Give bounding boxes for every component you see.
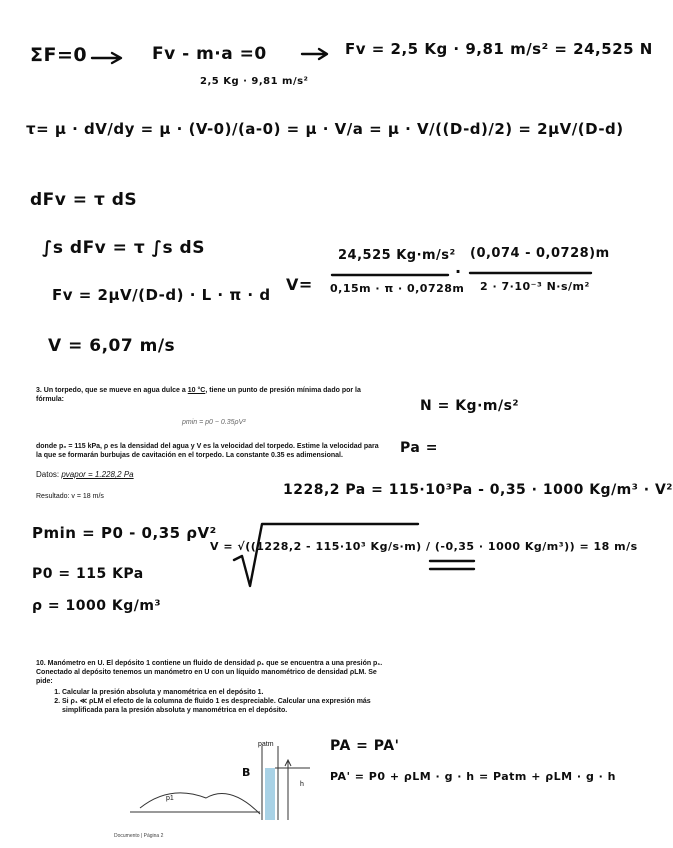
- hw-pascal-def: Pa =: [400, 440, 438, 456]
- problem3-title: 3. Un torpedo, que se mueve en agua dulce a 10 °C, tiene un punto de presión mínima dado por la fórmula:: [36, 387, 361, 403]
- problem10-items: [48, 688, 386, 715]
- diagram-b-label: B: [242, 766, 251, 779]
- hw-pa-equal: PA = PA': [330, 738, 400, 754]
- hw-tau-derivation: τ= μ · dV/dy = μ · (V-0)/(a-0) = μ · V/a = μ · V/((D-d)/2) = 2μV/(D-d): [26, 120, 624, 138]
- hw-dot: ·: [455, 262, 462, 281]
- diagram-patm-label: patm: [258, 741, 274, 748]
- hw-main-equation: 1228,2 Pa = 115·10³Pa - 0,35 · 1000 Kg/m³ · V²: [283, 482, 673, 498]
- arrow-right-icon: [300, 48, 330, 60]
- hw-pmin: Pmin = P0 - 0,35 ρV²: [32, 524, 217, 542]
- problem10-item-2: 2. Si ρ₁ ≪ ρLM el efecto de la columna de fluido 1 es despreciable. Calcular una expresión más simplificada para la presión absoluta y manométrica en el depósito.: [62, 697, 386, 715]
- hw-pa-expression: PA' = P0 + ρLM · g · h = Patm + ρLM · g · h: [330, 770, 616, 783]
- sqrt-sign: [232, 520, 422, 590]
- hw-fv-result: Fv = 2,5 Kg · 9,81 m/s² = 24,525 N: [345, 40, 653, 58]
- diagram-h-label: h: [300, 781, 304, 788]
- page-footer: Documento | Página 2: [114, 833, 164, 839]
- problem3-description: donde p₀ = 115 kPa, ρ es la densidad del agua y V es la velocidad del torpedo. Estime la velocidad para la que se formarán burbujas de cavitación en el torpedo. La constante 0.35 es adimensional.: [36, 443, 379, 459]
- hw-rho: ρ = 1000 Kg/m³: [32, 598, 162, 614]
- hw-v-equals: V=: [286, 275, 313, 294]
- hw-v-sqrt: V = √((1228,2 - 115·10³ Kg/s·m) / (-0,35 · 1000 Kg/m³)) = 18 m/s: [210, 540, 638, 553]
- hw-v-result: V = 6,07 m/s: [48, 336, 176, 356]
- hw-fraction1-denominator: 0,15m · π · 0,0728m: [330, 282, 465, 295]
- hw-sum-forces: ΣF=0: [30, 44, 88, 66]
- fraction-bar: [468, 270, 593, 276]
- problem3-formula: pmin = p0 − 0.35ρV²: [182, 419, 246, 426]
- u-manometer-diagram: [120, 736, 310, 820]
- hw-dfv: dFv = τ dS: [30, 190, 138, 210]
- problem3-datos: Datos: pvapor = 1.228,2 Pa: [36, 470, 134, 479]
- hw-fraction2-denominator: 2 · 7·10⁻³ N·s/m²: [480, 280, 590, 293]
- problem3-resultado: Resultado: v = 18 m/s: [36, 493, 104, 500]
- hw-p0: P0 = 115 KPa: [32, 566, 144, 582]
- problem10-title: 10. Manómetro en U. El depósito 1 contiene un fluido de densidad ρ₁ que se encuentra a una presión p₁. Conectado al depósito tenemos un manómetro en U con un líquido manométrico de densidad ρLM. Se pide:: [36, 660, 383, 685]
- fraction-bar: [330, 272, 450, 278]
- hw-integral: ∫s dFv = τ ∫s dS: [42, 238, 205, 258]
- diagram-p1-label: p1: [166, 795, 174, 802]
- hw-fv-balance: Fv - m·a =0: [152, 44, 267, 64]
- arrow-right-icon: [90, 52, 124, 64]
- double-underline: [428, 558, 478, 572]
- hw-fraction2-numerator: (0,074 - 0,0728)m: [470, 246, 610, 261]
- hw-fv-expression: Fv = 2μV/(D-d) · L · π · d: [52, 286, 271, 304]
- hw-mass-substitution: 2,5 Kg · 9,81 m/s²: [200, 76, 309, 87]
- problem10-item-1: 1. Calcular la presión absoluta y manométrica en el depósito 1.: [62, 688, 386, 697]
- hw-fraction1-numerator: 24,525 Kg·m/s²: [338, 248, 456, 263]
- hw-newton-def: N = Kg·m/s²: [420, 398, 520, 414]
